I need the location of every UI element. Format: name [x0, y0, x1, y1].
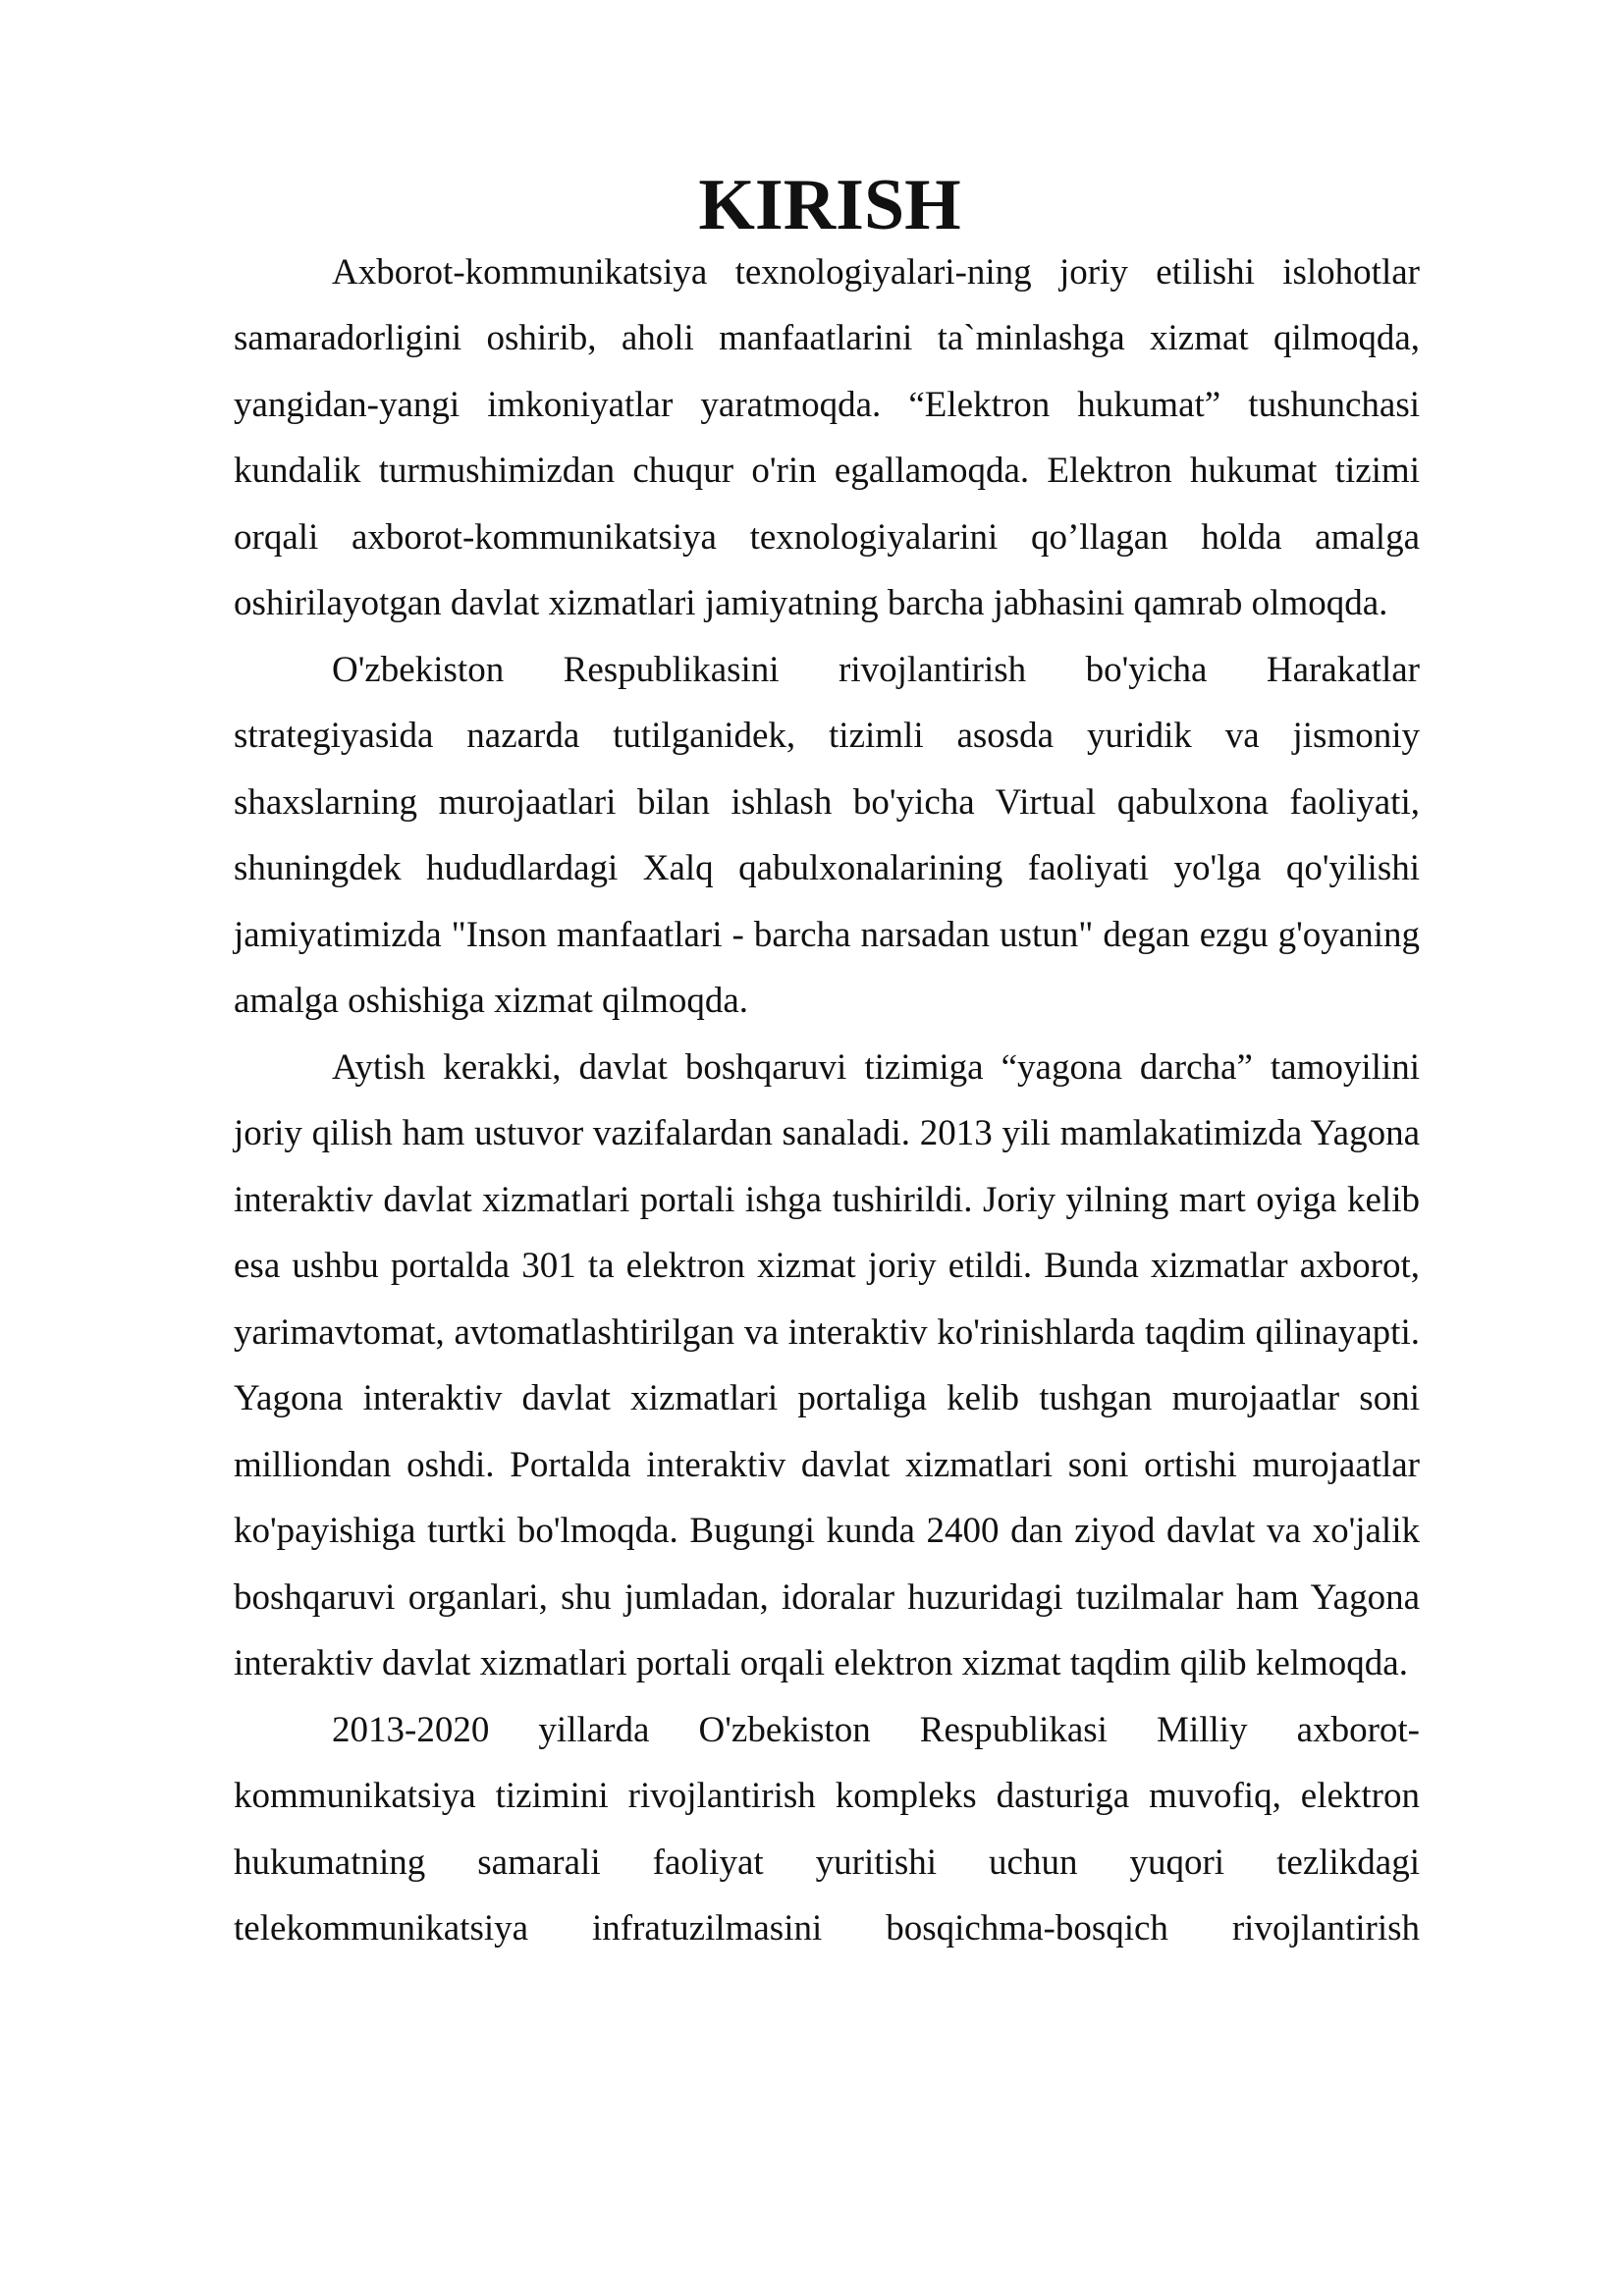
section-title: KIRISH: [698, 165, 961, 245]
document-body: [234, 165, 1420, 1962]
paragraph-4: 2013-2020 yillarda O'zbekiston Respublikasi Milliy axborot-kommunikatsiya tizimini rivojlantirish kompleks dasturiga muvofiq, elektron hukumatning samarali faoliyat yuritishi uchun yuqori tezlikdagi telekommunikatsiya infratuzilmasini bosqichma-bosqich rivojlantirish: [234, 1709, 1420, 1949]
paragraph-3: Aytish kerakki, davlat boshqaruvi tizimiga “yagona darcha” tamoyilini joriy qilish ham ustuvor vazifalardan sanaladi. 2013 yili mamlakatimizda Yagona interaktiv davlat xizmatlari portali ishga tushirildi. Joriy yilning mart oyiga kelib esa ushbu portalda 301 ta elektron xizmat joriy etildi. Bunda xizmatlar axborot, yarimavtomat, avtomatlashtirilgan va interaktiv ko'rinishlarda taqdim qilinayapti. Yagona interaktiv davlat xizmatlari portaliga kelib tushgan murojaatlar soni milliondan oshdi. Portalda interaktiv davlat xizmatlari soni ortishi murojaatlar ko'payishiga turtki bo'lmoqda. Bugungi kunda 2400 dan ziyod davlat va xo'jalik boshqaruvi organlari, shu jumladan, idoralar huzuridagi tuzilmalar ham Yagona interaktiv davlat xizmatlari portali orqali elektron xizmat taqdim qilib kelmoqda.: [234, 1046, 1420, 1683]
paragraph-2: O'zbekiston Respublikasini rivojlantirish bo'yicha Harakatlar strategiyasida nazarda tutilganidek, tizimli asosda yuridik va jismoniy shaxslarning murojaatlari bilan ishlash bo'yicha Virtual qabulxona faoliyati, shuningdek hududlardagi Xalq qabulxonalarining faoliyati yo'lga qo'yilishi jamiyatimizda "Inson manfaatlari - barcha narsadan ustun" degan ezgu g'oyaning amalga oshishiga xizmat qilmoqda.: [234, 649, 1420, 1021]
paragraph-1: Axborot-kommunikatsiya texnologiyalari-ning joriy etilishi islohotlar samaradorligini oshirib, aholi manfaatlarini ta`minlashga xizmat qilmoqda, yangidan-yangi imkoniyatlar yaratmoqda. “Elektron hukumat” tushunchasi kundalik turmushimizdan chuqur o'rin egallamoqda. Elektron hukumat tizimi orqali axborot-kommunikatsiya texnologiyalarini qo’llagan holda amalga oshirilayotgan davlat xizmatlari jamiyatning barcha jabhasini qamrab olmoqda.: [234, 251, 1420, 623]
